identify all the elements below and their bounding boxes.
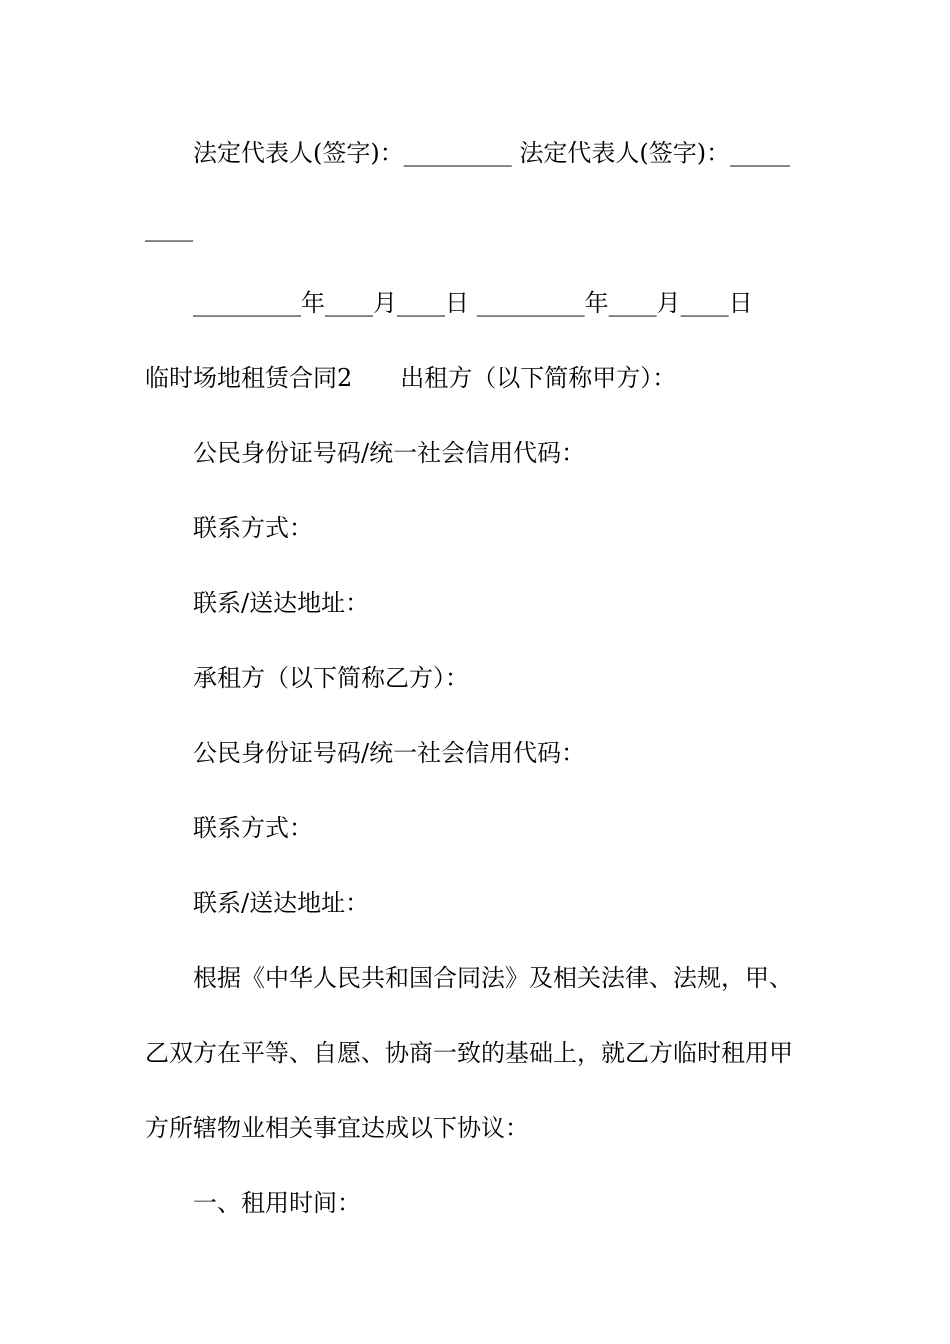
signature-text-continued: ____ <box>145 214 193 242</box>
body-text-3: 方所辖物业相关事宜达成以下协议： <box>145 1114 529 1142</box>
signature-text: 法定代表人(签字)：_________ 法定代表人(签字)：_____ <box>193 139 791 167</box>
signature-line-continued <box>145 212 810 244</box>
lessee-label: 承租方（以下简称乙方）： <box>193 664 469 692</box>
body-text-1: 根据《中华人民共和国合同法》及相关法律、法规，甲、 <box>193 964 793 992</box>
body-paragraph-line-2 <box>145 1037 810 1069</box>
body-paragraph-line-1 <box>193 962 810 994</box>
lessor-id-line <box>193 437 810 469</box>
lessee-contact-line <box>193 812 810 844</box>
lessee-id-line <box>193 737 810 769</box>
lessor-address-line <box>193 587 810 619</box>
lessee-contact-label: 联系方式： <box>193 814 313 842</box>
lessor-label: 出租方（以下简称甲方）： <box>400 364 677 392</box>
lessee-address-label: 联系/送达地址： <box>193 889 370 917</box>
body-paragraph-line-3 <box>145 1112 810 1144</box>
lessor-address-label: 联系/送达地址： <box>193 589 370 617</box>
signature-line <box>193 137 810 169</box>
section-heading-line <box>193 1187 810 1219</box>
lessor-id-label: 公民身份证号码/统一社会信用代码： <box>193 439 586 467</box>
date-line <box>193 287 810 319</box>
body-text-2: 乙双方在平等、自愿、协商一致的基础上，就乙方临时租用甲 <box>145 1039 793 1067</box>
lessor-contact-label: 联系方式： <box>193 514 313 542</box>
contract-title: 临时场地租赁合同2 <box>145 364 353 392</box>
section-heading: 一、租用时间： <box>193 1189 361 1217</box>
date-text: _________年____月____日 _________年____月____日 <box>193 289 753 317</box>
lessor-contact-line <box>193 512 810 544</box>
lessee-line <box>193 662 810 694</box>
lessee-id-label: 公民身份证号码/统一社会信用代码： <box>193 739 586 767</box>
contract-heading-line <box>145 362 810 394</box>
lessee-address-line <box>193 887 810 919</box>
